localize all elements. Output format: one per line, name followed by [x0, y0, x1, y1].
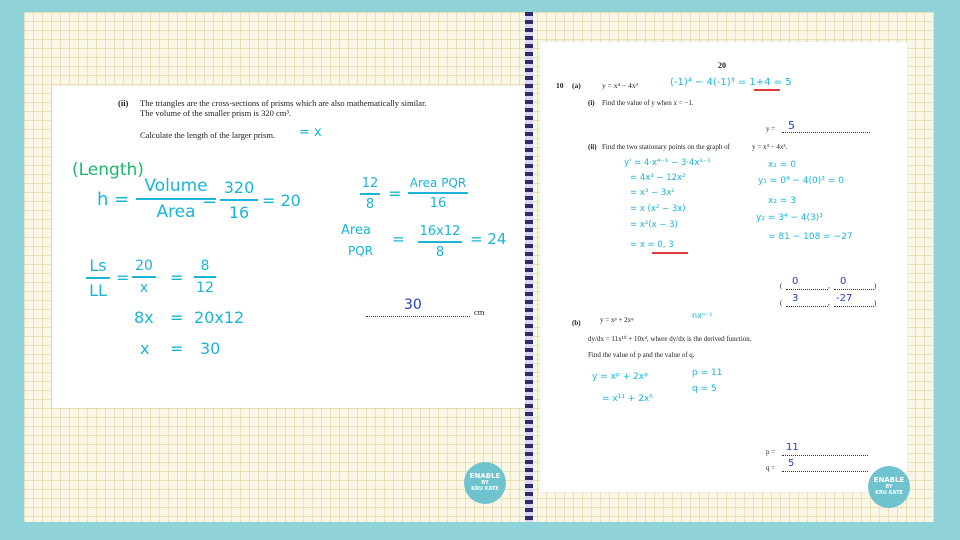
enable-badge-right [868, 466, 910, 508]
pqr-word: PQR [348, 244, 374, 258]
q-label: q = [766, 464, 776, 472]
work-ii-6: = x = 0, 3 [630, 240, 674, 250]
point-1-comma: , [828, 282, 830, 290]
line-x: x [140, 339, 150, 358]
question-number: (ii) [118, 98, 129, 108]
area-word-2: Area [341, 223, 371, 238]
point-1-close: ) [874, 282, 877, 290]
left-worksheet [52, 86, 525, 408]
part-b: (b) [572, 319, 581, 327]
var-x: x [139, 280, 149, 296]
point-1-y: 0 [840, 276, 847, 287]
point-1-x: 0 [792, 276, 799, 287]
20-over-x [132, 258, 156, 296]
work-b-2: = x¹¹ + 2x⁵ [602, 394, 653, 404]
part-ii-eq: y = x⁴ − 4x³. [752, 143, 788, 151]
badge-left-line-2: BY [481, 480, 489, 486]
part-b-find: Find the value of p and the value of q. [588, 351, 695, 359]
num-16b: 16 [429, 196, 447, 211]
stat-y1: y₁ = 0⁴ − 4(0)³ = 0 [758, 176, 844, 186]
equals-3: = [392, 230, 405, 248]
part-b-line: dy/dx = 11x¹⁰ + 10x⁴, where dy/dx is the derived function. [588, 335, 752, 343]
notebook-binding [525, 12, 533, 522]
equals-1: = [202, 190, 218, 211]
num-8c: 8 [200, 258, 210, 274]
equals-24: = 24 [470, 230, 507, 248]
work-ii-1: y' = 4·x⁴⁻¹ − 3·4x³⁻¹ [624, 158, 711, 168]
y-answer-line [782, 131, 870, 133]
part-i-text: Find the value of y when x = −1. [602, 99, 694, 107]
badge-right-line-1: ENABLE [873, 476, 905, 484]
part-a: (a) [572, 81, 581, 90]
area-pqr-over-16 [408, 176, 468, 211]
equals-5: = [170, 268, 184, 287]
answer-line [366, 315, 470, 317]
point-2-x: 3 [792, 293, 799, 304]
badge-left-line-1: ENABLE [469, 472, 501, 480]
y-answer: 5 [788, 119, 795, 132]
ls-over-ll [86, 256, 110, 300]
point-2-close: ) [874, 299, 877, 307]
stat-y2: y₂ = 3⁴ − 4(3)³ [756, 213, 823, 223]
num-320: 320 [223, 178, 255, 197]
num-20: 20 [135, 258, 153, 274]
question-line-2: The volume of the smaller prism is 320 cm³. [140, 108, 292, 118]
num-8: 8 [365, 197, 375, 212]
part-b-eq: y = xᵖ + 2xᵠ [600, 316, 634, 324]
num-12: 12 [361, 176, 379, 191]
equals-20: = 20 [262, 191, 301, 210]
equation-a: y = x⁴ − 4x³ [602, 81, 638, 90]
underline-a [754, 89, 780, 91]
p-label: p = [766, 448, 776, 456]
part-i: (i) [588, 99, 595, 107]
p-answer-line [782, 454, 868, 456]
area-word: Area [156, 202, 196, 222]
work-b-1: y = xᵖ + 2xᵠ [592, 372, 648, 382]
point-2-comma: , [828, 299, 830, 307]
question-10: 10 [556, 81, 564, 90]
right-worksheet [540, 42, 907, 492]
y-label: y = [766, 125, 776, 133]
8-over-12 [194, 258, 216, 296]
point-1-open: ( [780, 282, 783, 290]
equals-2: = [388, 184, 402, 203]
point-1-y-line [834, 288, 874, 290]
equals-7: = [170, 339, 184, 358]
badge-right-line-2: BY [885, 484, 893, 490]
equals-6: = [170, 308, 184, 327]
line-8x: 8x [134, 308, 154, 327]
work-ii-2: = 4x³ − 12x² [630, 173, 686, 183]
equals-4: = [116, 268, 130, 287]
let-x-note: = x [299, 125, 322, 140]
badge-right-line-3: KRU KATE [875, 490, 903, 496]
answer-unit: cm [474, 307, 485, 317]
stat-x1: x₁ = 0 [768, 160, 796, 170]
part-b-note: nxⁿ⁻¹ [692, 311, 713, 320]
stat-x2: x₂ = 3 [768, 196, 796, 206]
16x12-over-8 [418, 224, 462, 260]
badge-left-line-3: KRU KATE [471, 486, 499, 492]
work-a: (-1)⁴ − 4(-1)³ = 1+4 = 5 [670, 77, 792, 88]
underline-ii [652, 252, 688, 254]
volume-word: Volume [144, 176, 208, 196]
line-20x12: 20x12 [194, 308, 245, 327]
result-30: 30 [200, 339, 221, 358]
enable-badge-left [464, 462, 506, 504]
point-2-x-line [786, 305, 828, 307]
point-2-y: -27 [836, 293, 853, 304]
page-number: 20 [718, 61, 726, 70]
work-ii-4: = x (x² − 3x) [630, 204, 686, 214]
num-12b: 12 [196, 280, 214, 296]
work-b-p: p = 11 [692, 368, 723, 378]
question-line-1: The triangles are the cross-sections of prisms which are also mathematically similar. [140, 98, 427, 108]
question-line-3: Calculate the length of the larger prism. [140, 130, 276, 140]
q-answer: 5 [788, 458, 795, 469]
part-ii-text: Find the two stationary points on the graph of [602, 143, 730, 151]
work-ii-5: = x²(x − 3) [630, 220, 678, 230]
work-ii-3: = x³ − 3x² [630, 188, 675, 198]
ll: LL [89, 281, 107, 300]
point-2-y-line [834, 305, 874, 307]
num-16x12: 16x12 [419, 224, 461, 239]
stat-y2-result: = 81 − 108 = −27 [768, 232, 853, 242]
q-answer-line [782, 470, 868, 472]
point-2-open: ( [780, 299, 783, 307]
part-ii: (ii) [588, 143, 597, 151]
p-answer: 11 [786, 442, 799, 453]
area-pqr: Area PQR [409, 176, 467, 190]
length-label: (Length) [72, 160, 144, 180]
h-equals: h = [97, 189, 130, 210]
ls: Ls [89, 256, 107, 275]
320-over-16 [220, 178, 258, 222]
work-b-q: q = 5 [692, 384, 717, 394]
point-1-x-line [786, 288, 828, 290]
12-over-8 [360, 176, 380, 212]
num-8b: 8 [435, 245, 445, 260]
answer-value: 30 [404, 297, 422, 313]
num-16: 16 [228, 203, 250, 222]
